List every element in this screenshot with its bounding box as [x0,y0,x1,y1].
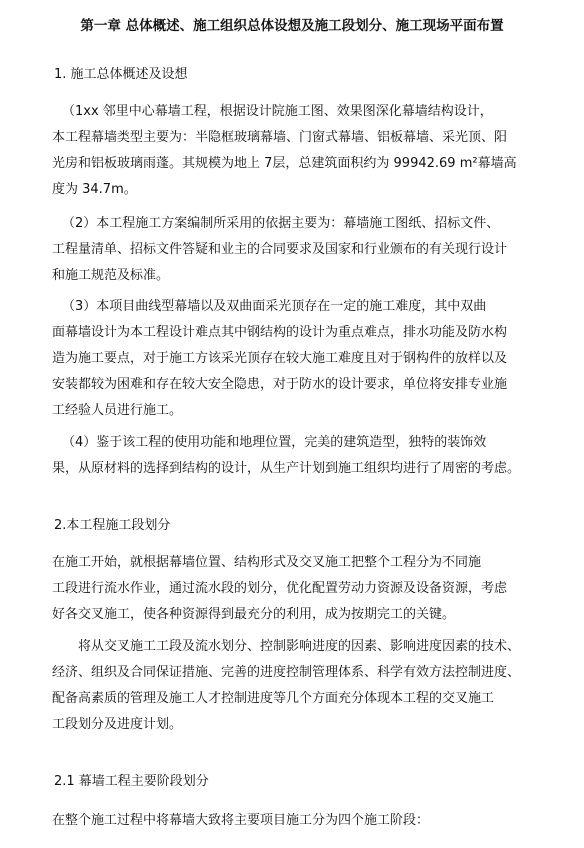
section-heading-2-1: 2.1 幕墙工程主要阶段划分 [54,774,209,789]
paragraph-1-4 [52,430,526,482]
chapter-title: 第一章 总体概述、施工组织总体设想及施工段划分、施工现场平面布置 [80,18,504,34]
paragraph-1-1 [52,99,526,203]
paragraph-line: （3）本项目曲线型幕墙以及双曲面采光顶存在一定的施工难度，其中双曲 [62,299,487,314]
paragraph-line: 工程量清单、招标文件答疑和业主的合同要求及国家和行业颁布的有关现行设计 [52,242,508,257]
paragraph-2-1 [52,550,526,628]
paragraph-2-2 [52,634,526,738]
section-heading-2: 2.本工程施工段划分 [54,518,171,533]
paragraph-line: 在施工开始，就根据幕墙位置、结构形式及交叉施工把整个工程分为不同施 [52,555,482,570]
paragraph-line: 面幕墙设计为本工程设计难点其中钢结构的设计为重点难点，排水功能及防水构 [52,325,508,340]
paragraph-2-1-1 [52,808,526,834]
paragraph-1-3 [52,294,526,424]
paragraph-line: 光房和铝板玻璃雨蓬。其规模为地上 7层，总建筑面积约为 99942.69 m²幕墙高 [52,156,517,171]
paragraph-line: 度为 34.7m。 [52,182,137,197]
paragraph-line: （1xx 邻里中心幕墙工程，根据设计院施工图、效果图深化幕墙结构设计， [62,104,493,119]
paragraph-line: 和施工规范及标准。 [52,268,170,283]
paragraph-line: 将从交叉施工工段及流水划分、控制影响进度的因素、影响进度因素的技术、 [78,639,521,654]
paragraph-line: 工段划分及进度计划。 [52,717,183,732]
paragraph-1-2 [52,211,526,289]
paragraph-line: 安装都较为困难和存在较大安全隐患，对于防水的设计要求，单位将安排专业施 [52,377,508,392]
paragraph-line: 工经验人员进行施工。 [52,403,183,418]
paragraph-line: 好各交叉施工，使各种资源得到最充分的利用，成为按期完工的关键。 [52,607,456,622]
paragraph-line: 本工程幕墙类型主要为：半隐框玻璃幕墙、门窗式幕墙、铝板幕墙、采光顶、阳 [52,130,508,145]
paragraph-line: 造为施工要点，对于施工方该采光顶存在较大施工难度且对于钢构件的放样以及 [52,351,508,366]
paragraph-line: （2）本工程施工方案编制所采用的依据主要为：幕墙施工图纸、招标文件、 [62,216,500,231]
paragraph-line: 在整个施工过程中将幕墙大致将主要项目施工分为四个施工阶段： [52,813,430,828]
section-heading-1: 1. 施工总体概述及设想 [54,67,188,82]
paragraph-line: 经济、组织及合同保证措施、完善的进度控制管理体系、科学有效方法控制进度、 [52,665,521,680]
paragraph-line: 工段进行流水作业，通过流水段的划分，优化配置劳动力资源及设备资源，考虑 [52,581,508,596]
paragraph-line: 配备高素质的管理及施工人才控制进度等几个方面充分体现本工程的交叉施工 [52,691,495,706]
paragraph-line: （4）鉴于该工程的使用功能和地理位置，完美的建筑造型，独特的装饰效 [62,435,487,450]
paragraph-line: 果，从原材料的选择到结构的设计，从生产计划到施工组织均进行了周密的考虑。 [52,461,521,476]
